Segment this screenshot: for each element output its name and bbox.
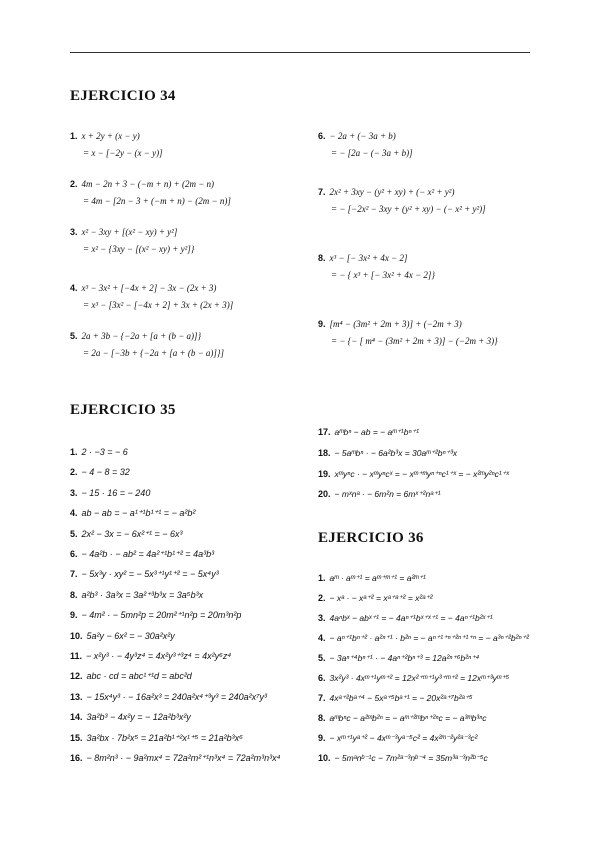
exercise-36-title: EJERCICIO 36 <box>318 530 424 546</box>
expression: 2x² + 3xy − (y² + xy) + (− x² + y²) <box>329 187 455 197</box>
expression: x³ − [− 3x² + 4x − 2] <box>329 253 408 263</box>
exercise-34-title: EJERCICIO 34 <box>70 88 176 104</box>
expression: = − {− [ m⁴ − (3m² + 2m + 3)] − (−2m + 3)} <box>331 336 498 346</box>
list-item: 18. − 5aᵐbⁿ · − 6a²b³x = 30aᵐ⁺²bⁿ⁺³x <box>318 447 458 458</box>
list-item: 6. 3x²y³ · 4xᵐ⁺¹yᵐ⁺² = 12x²⁺ᵐ⁺¹y³⁺ᵐ⁺² = 12xᵐ⁺³yᵐ⁺⁵ <box>318 673 510 683</box>
list-item: 10. 5a²y − 6x² = − 30a²x²y <box>70 630 175 641</box>
list-item: 2. − xᵃ · − xᵃ⁺² = xᵃ⁺ᵃ⁺² = x²ᵃ⁺² <box>318 593 433 603</box>
expression: x³ − 3x² + [−4x + 2] − 3x − (2x + 3) <box>81 283 217 293</box>
expression: x² − 3xy + [(x² − xy) + y²] <box>81 227 178 237</box>
list-item: 1. aᵐ · aᵐ⁺¹ = aᵐ⁺ᵐ⁺¹ = a²ᵐ⁺¹ <box>318 573 426 583</box>
list-item: 3. − 15 · 16 = − 240 <box>70 487 151 498</box>
exercise-35-right-column <box>318 422 509 505</box>
list-item: 14. 3a²b³ − 4x²y = − 12a²b³x²y <box>70 712 191 723</box>
list-item: 4. ab − ab = − a¹⁺¹b¹⁺¹ = − a²b² <box>70 508 196 519</box>
list-item: 6. − 4a²b · − ab² = 4a²⁺¹b¹⁺² = 4a³b³ <box>70 549 215 560</box>
list-item: 7. − 5x³y · xy² = − 5x³⁺¹y¹⁺² = − 5x⁴y³ <box>70 569 219 580</box>
list-item: 11. − x²y³ · − 4y³z⁴ = 4x²y³⁺³z⁴ = 4x²y⁶z⁴ <box>70 651 232 662</box>
exercise-34-problem: 1. x + 2y + (x − y) = x − [−2y − (x − y)] <box>70 128 233 176</box>
list-item: 15. 3a²bx · 7b²x⁵ = 21a²b¹⁺²x¹⁺⁵ = 21a²b³x⁶ <box>70 732 243 743</box>
list-item: 10. − 5mᵃnᵇ⁻¹c − 7m²ᵃ⁻³nᵇ⁻⁴ = 35m³ᵃ⁻³n²ᵇ⁻⁵c <box>318 753 488 763</box>
expression: [m⁴ − (3m² + 2m + 3)] + (−2m + 3) <box>329 319 462 329</box>
list-item: 17. aᵐbⁿ − ab = − aᵐ⁺¹bⁿ⁺¹ <box>318 427 419 437</box>
expression: = − [2a − (− 3a + b)] <box>331 148 413 158</box>
expression: = 2a − [−3b + {−2a + [a + (b − a)]}] <box>83 348 225 358</box>
list-item: 16. − 8m²n³ · − 9a²mx⁴ = 72a²m²⁺¹n³x⁴ = 72a²m³n³x⁴ <box>70 753 281 764</box>
list-item: 4. − aⁿ⁺¹bⁿ⁺² · a²ⁿ⁺¹ · b²ⁿ = − aⁿ⁺¹⁺ⁿ⁺²ⁿ⁺¹⁺ⁿ = − a³ⁿ⁺²b²ⁿ⁺² <box>318 633 529 643</box>
list-item: 13. − 15x⁴y³ · − 16a²x³ = 240a²x⁴⁺³y³ = 240a²x⁷y³ <box>70 691 268 702</box>
exercise-34-problem: 9. [m⁴ − (3m² + 2m + 3)] + (−2m + 3) = − {− [ m⁴ − (3m² + 2m + 3)] − (−2m + 3)} <box>318 316 498 364</box>
list-item: 5. − 3aⁿ⁺⁴bⁿ⁺¹ · − 4aⁿ⁺²bⁿ⁺³ = 12a²ⁿ⁺⁶b²ⁿ⁺⁴ <box>318 653 480 663</box>
list-item: 20. − mˣnᵃ · − 6m²n = 6mˣ⁺²nᵃ⁺¹ <box>318 489 441 500</box>
list-item: 5. 2x² − 3x = − 6x²⁺¹ = − 6x³ <box>70 528 183 539</box>
list-item: 19. xᵐyⁿc · − xᵐyⁿcˣ = − xᵐ⁺ᵐyⁿ⁺ⁿc¹⁺ˣ = − x²ᵐy²ⁿc¹⁺ˣ <box>318 468 509 479</box>
expression: = x³ − [3x² − [−4x + 2] + 3x + (2x + 3)] <box>83 300 234 310</box>
exercise-36-column <box>318 568 529 768</box>
expression: = 4m − [2n − 3 + (−m + n) − (2m − n)] <box>83 196 231 206</box>
exercise-34-problem: 5. 2a + 3b − {−2a + [a + (b − a)]} = 2a − [−3b + {−2a + [a + (b − a)]}] <box>70 328 233 376</box>
expression: − 2a + (− 3a + b) <box>329 131 396 141</box>
expression: 4m − 2n + 3 − (−m + n) + (2m − n) <box>81 179 215 189</box>
exercise-34-problem: 4. x³ − 3x² + [−4x + 2] − 3x − (2x + 3) = x³ − [3x² − [−4x + 2] + 3x + (2x + 3)] <box>70 280 233 328</box>
list-item: 8. a²b³ · 3a³x = 3a²⁺³b³x = 3a⁵b³x <box>70 589 204 600</box>
exercise-34-problem: 8. x³ − [− 3x² + 4x − 2] = − { x³ + [− 3x² + 4x − 2]} <box>318 250 498 316</box>
exercise-34-problem: 6. − 2a + (− 3a + b) = − [2a − (− 3a + b)] <box>318 128 498 184</box>
list-item: 1. 2 · −3 = − 6 <box>70 447 128 457</box>
exercise-34-problem: 2. 4m − 2n + 3 − (−m + n) + (2m − n) = 4m − [2n − 3 + (−m + n) − (2m − n)] <box>70 176 233 224</box>
list-item: 2. − 4 − 8 = 32 <box>70 467 130 478</box>
list-item: 8. aᵐbⁿc − a²ᵐb²ⁿ = − aᵐ⁺²ᵐbⁿ⁺²ⁿc = − a³ᵐb³ⁿc <box>318 713 487 723</box>
exercise-35-left-column <box>70 442 281 769</box>
expression: = − [−2x² − 3xy + (y² + xy) − (− x² + y²)] <box>331 204 486 214</box>
expression: = − { x³ + [− 3x² + 4x − 2]} <box>331 270 436 280</box>
list-item: 9. − xᵐ⁺¹yᵃ⁺² − 4xᵐ⁻³yᵃ⁻⁵c² = 4x²ᵐ⁻²y²ᵃ⁻³c² <box>318 733 478 743</box>
exercise-34-problem: 7. 2x² + 3xy − (y² + xy) + (− x² + y²) = − [−2x² − 3xy + (y² + xy) − (− x² + y²)] <box>318 184 498 250</box>
expression: 2a + 3b − {−2a + [a + (b − a)]} <box>81 331 202 341</box>
list-item: 9. − 4m² · − 5mn²p = 20m²⁺¹n²p = 20m³n²p <box>70 610 242 621</box>
expression: = x² − {3xy − [(x² − xy) + y²]} <box>83 244 195 254</box>
exercise-34-problem: 3. x² − 3xy + [(x² − xy) + y²] = x² − {3xy − [(x² − xy) + y²]} <box>70 224 233 280</box>
expression: = x − [−2y − (x − y)] <box>83 148 163 158</box>
top-rule <box>70 52 530 53</box>
list-item: 12. abc · cd = abc¹⁺¹d = abc²d <box>70 671 192 682</box>
exercise-34-right-column <box>318 128 498 364</box>
expression: x + 2y + (x − y) <box>81 131 140 141</box>
list-item: 3. 4aⁿbˣ − abˣ⁺¹ = − 4aⁿ⁺¹bˣ⁺ˣ⁺¹ = − 4aⁿ⁺¹b²ˣ⁺¹ <box>318 613 493 623</box>
list-item: 7. 4xᵃ⁺²bᵃ⁺⁴ − 5xᵃ⁺⁵bᵃ⁺¹ = − 20x²ᵃ⁺⁷b²ᵃ⁺⁵ <box>318 693 473 703</box>
exercise-35-title: EJERCICIO 35 <box>70 402 176 418</box>
exercise-34-left-column <box>70 128 233 376</box>
